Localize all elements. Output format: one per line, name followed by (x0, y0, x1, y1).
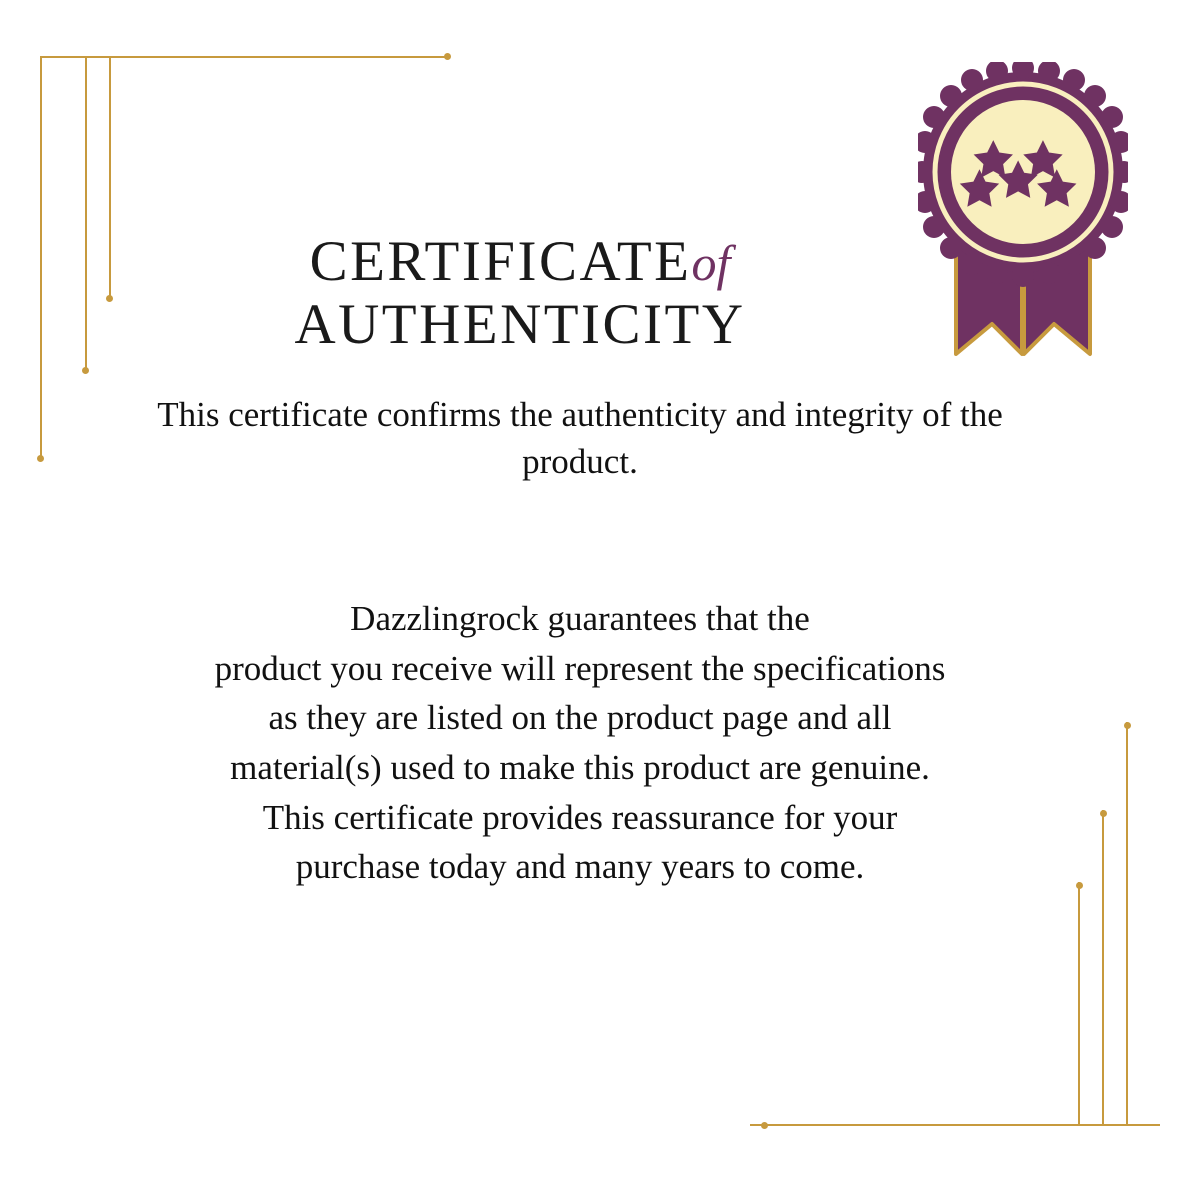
body-line: purchase today and many years to come. (295, 847, 865, 887)
deco-vertical-line-2 (1102, 810, 1104, 1126)
body-line: material(s) used to make this product are genuine. (230, 748, 930, 788)
deco-vertical-line-1 (1126, 722, 1128, 1126)
deco-vertical-line-3 (1078, 882, 1080, 1126)
title-of-text: of (691, 235, 731, 291)
deco-horizontal-line (750, 1124, 1160, 1126)
body-paragraph (70, 594, 1090, 892)
title-line-1 (0, 228, 1040, 295)
body-line: as they are listed on the product page and all (268, 698, 892, 738)
title-certificate-text: CERTIFICATE (309, 230, 692, 293)
title-line-2: AUTHENTICITY (294, 293, 746, 357)
deco-dot-horizontal-end (761, 1122, 768, 1129)
deco-horizontal-line (40, 56, 450, 58)
deco-dot-vertical-2 (1100, 810, 1107, 817)
deco-dot-horizontal-end (444, 53, 451, 60)
deco-dot-vertical-1 (1124, 722, 1131, 729)
page-title (0, 228, 1040, 359)
body-line: This certificate provides reassurance for your (262, 797, 898, 837)
deco-dot-vertical-1 (37, 455, 44, 462)
deco-dot-vertical-2 (82, 367, 89, 374)
body-line: product you receive will represent the specifications (214, 648, 946, 688)
intro-paragraph: This certificate confirms the authenticity and integrity of the product. (157, 395, 1003, 481)
body-line: Dazzlingrock guarantees that the (350, 599, 810, 638)
